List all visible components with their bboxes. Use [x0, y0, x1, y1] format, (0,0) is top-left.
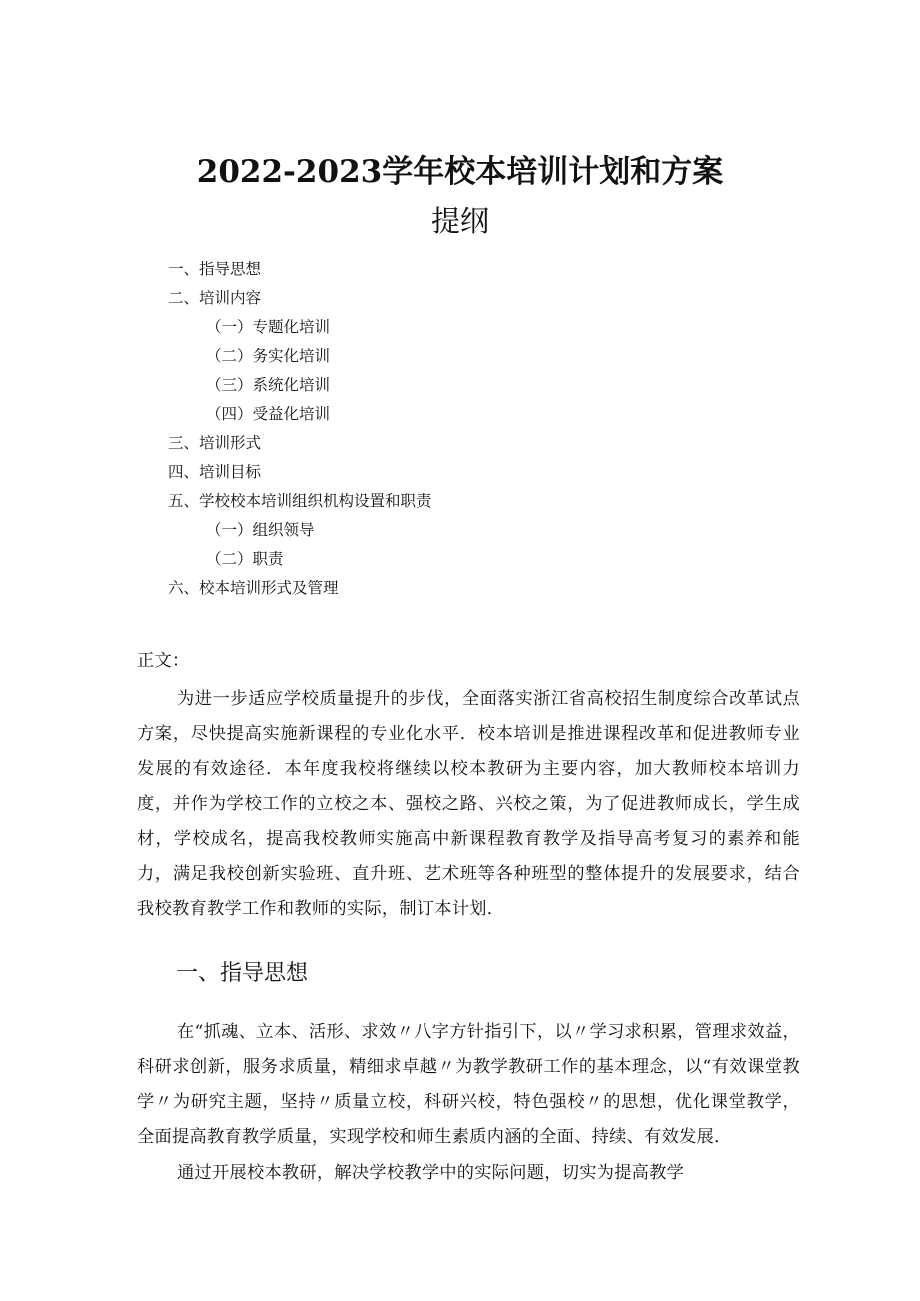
outline-item: 一、指导思想 — [168, 260, 262, 278]
outline-subitem: （二）务实化培训 — [206, 347, 331, 365]
outline-subitem: （二）职责 — [206, 550, 284, 568]
outline-subitem: （一）专题化培训 — [206, 318, 331, 336]
document-title: 2022-2023学年校本培训计划和方案 — [196, 154, 724, 190]
body-label: 正文： — [137, 651, 190, 671]
section-paragraph: 在“抓魂、立本、活形、求效〃八字方针指引下，以〃学习求积累，管理求效益，科研求创新，服务求质量，精细求卓越〃为教学教研工作的基本理念，以“有效课堂教学〃为研究主题，坚持〃质量立校，科研兴校，特色强校〃的思想，优化课堂教学，全面提高教育教学质量，实现学校和师生素质内涵的全面、持续、有效发展． — [137, 1022, 800, 1147]
intro-paragraph: 为进一步适应学校质量提升的步伐，全面落实浙江省高校招生制度综合改革试点方案，尽快提高实施新课程的专业化水平．校本培训是推进课程改革和促进教师专业发展的有效途径．本年度我校将继续以校本教研为主要内容，加大教师校本培训力度，并作为学校工作的立校之本、强校之路、兴校之策，为了促进教师成长，学生成材，学校成名，提高我校教师实施高中新课程教育教学及指导高考复习的素养和能力，满足我校创新实验班、直升班、艺术班等各种班型的整体提升的发展要求，结合我校教育教学工作和教师的实际，制订本计划． — [137, 689, 800, 919]
document-title-block — [0, 150, 920, 242]
outline-item: 六、校本培训形式及管理 — [168, 579, 339, 597]
document-subtitle: 提纲 — [430, 204, 489, 238]
outline-list — [168, 255, 728, 603]
outline-item: 四、培训目标 — [168, 463, 262, 481]
outline-subitem: （三）系统化培训 — [206, 376, 331, 394]
outline-subitem: （一）组织领导 — [206, 521, 315, 539]
section-heading: 一、指导思想 — [176, 961, 309, 986]
section-paragraph: 通过开展校本教研，解决学校教学中的实际问题，切实为提高教学 — [177, 1163, 685, 1183]
outline-subitem: （四）受益化培训 — [206, 405, 331, 423]
outline-item: 三、培训形式 — [168, 434, 262, 452]
outline-item: 五、学校校本培训组织机构设置和职责 — [168, 492, 432, 510]
outline-item: 二、培训内容 — [168, 289, 262, 307]
